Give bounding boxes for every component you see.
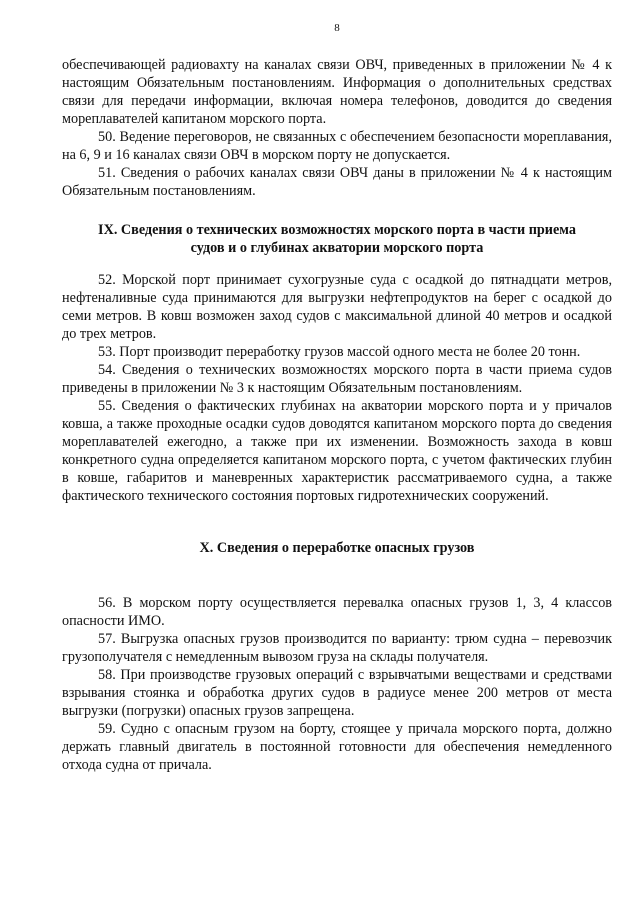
section-ix-heading-line1: IX. Сведения о технических возможностях морского порта в части приема bbox=[98, 222, 576, 238]
paragraph-58: 58. При производстве грузовых операций с взрывчатыми веществами и средствами взрывания стоянка и обработка других судов в радиусе менее 200 метров от места выгрузки (погрузки) опасных грузов запрещена. bbox=[62, 667, 612, 719]
section-x-heading: X. Сведения о переработке опасных грузов bbox=[199, 540, 475, 556]
paragraph-54: 54. Сведения о технических возможностях морского порта в части приема судов приведены в приложении № 3 к настоящим Обязательным постановлениям. bbox=[62, 362, 612, 396]
page-number: 8 bbox=[334, 22, 340, 34]
section-ix-heading-line2: судов и о глубинах акватории морского порта bbox=[190, 240, 484, 256]
paragraph-55: 55. Сведения о фактических глубинах на акватории морского порта и у причалов ковша, а также проходные осадки судов доводятся капитаном морского порта до сведения мореплавателей ежегодно, а также при их изменении. Возможность захода в ковш конкретного судна определяется капитаном морского порта, с учетом фактических глубин в ковше, габаритов и маневренных характеристик рассматриваемого судна, а также фактического технического состояния портовых гидротехнических сооружений. bbox=[62, 398, 612, 504]
paragraph-continuation: обеспечивающей радиовахту на каналах связи ОВЧ, приведенных в приложении № 4 к настоящим Обязательным постановлениям. Информация о дополнительных средствах связи для передачи информации, включая номера телефонов, доводится до сведения мореплавателей капитаном морского порта. bbox=[62, 57, 612, 127]
paragraph-57: 57. Выгрузка опасных грузов производится по варианту: трюм судна – перевозчик грузополучателя с немедленным вывозом груза на склады получателя. bbox=[62, 631, 612, 665]
section-ix-heading bbox=[62, 221, 612, 257]
paragraph-53: 53. Порт производит переработку грузов массой одного места не более 20 тонн. bbox=[98, 344, 581, 360]
paragraph-59: 59. Судно с опасным грузом на борту, стоящее у причала морского порта, должно держать главный двигатель в постоянной готовности для обеспечения немедленного отхода судна от причала. bbox=[62, 721, 612, 773]
paragraph-51: 51. Сведения о рабочих каналах связи ОВЧ даны в приложении № 4 к настоящим Обязательным постановлениям. bbox=[62, 165, 612, 199]
paragraph-52: 52. Морской порт принимает сухогрузные суда с осадкой до пятнадцати метров, нефтеналивные суда принимаются для выгрузки нефтепродуктов на берег с осадкой до семи метров. В ковш возможен заход судов с максимальной длиной 40 метров и осадкой до трех метров. bbox=[62, 272, 612, 342]
paragraph-56: 56. В морском порту осуществляется перевалка опасных грузов 1, 3, 4 классов опасности ИМО. bbox=[62, 595, 612, 629]
paragraph-50: 50. Ведение переговоров, не связанных с обеспечением безопасности мореплавания, на 6, 9 и 16 каналах связи ОВЧ в морском порту не допускается. bbox=[62, 129, 612, 163]
